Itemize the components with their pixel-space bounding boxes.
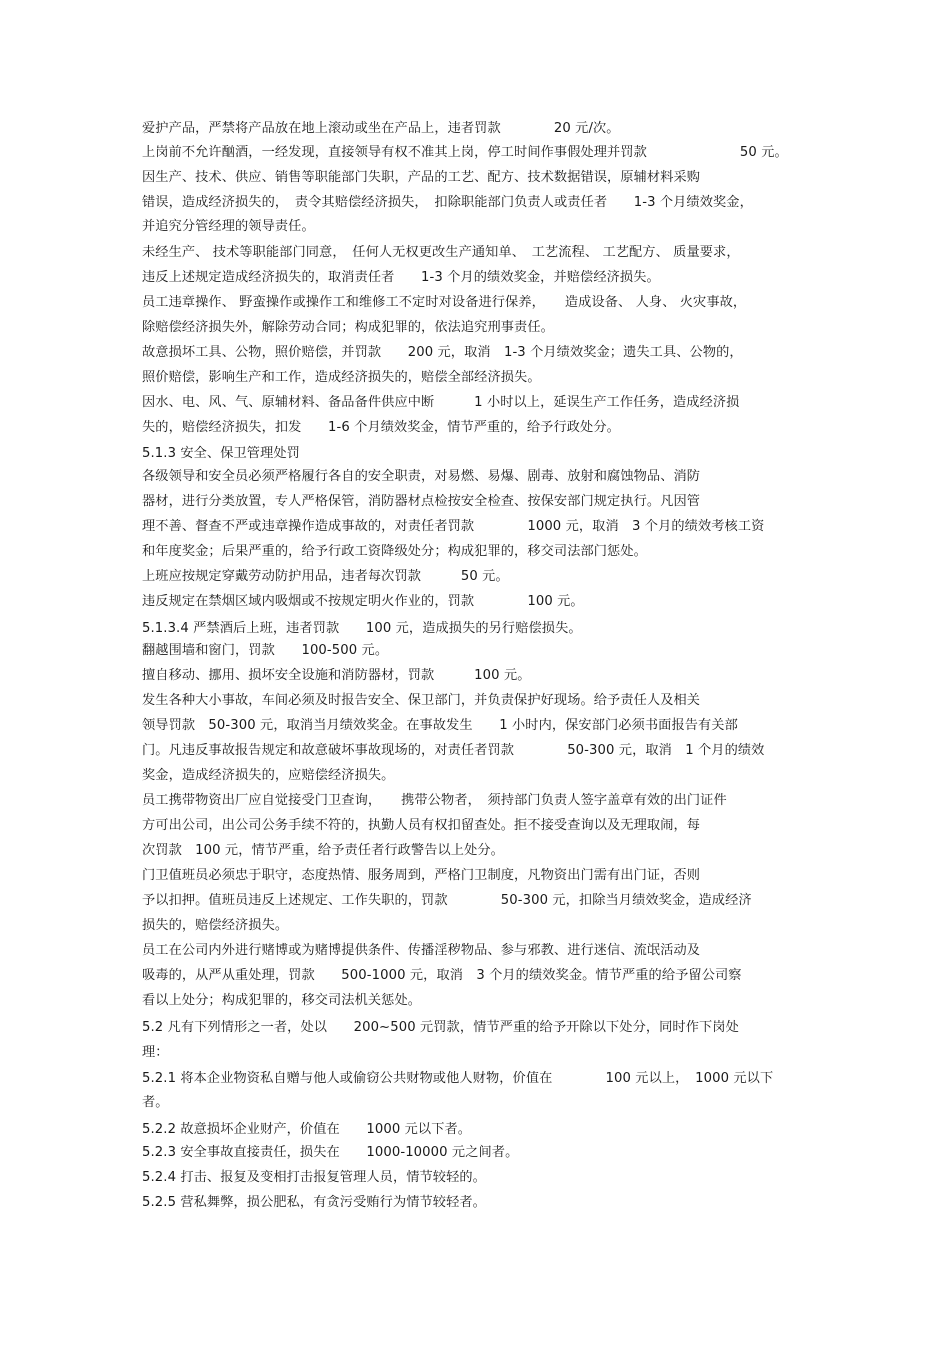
text-line: 故意损坏工具、公物，照价赔偿，并罚款 200 元，取消 1-3 个月绩效奖金；遗失工具、公物的， (142, 345, 743, 360)
text-line: 理： (142, 1045, 169, 1060)
text-line: 并追究分管经理的领导责任。 (142, 219, 315, 234)
text-line: 发生各种大小事故，车间必须及时报告安全、保卫部门，并负责保护好现场。给予责任人及相关 (142, 693, 701, 708)
text-line: 损失的，赔偿经济损失。 (142, 918, 289, 933)
text-line: 予以扣押。值班员违反上述规定、工作失职的，罚款 50-300 元，扣除当月绩效奖金，造成经济 (142, 893, 752, 908)
text-line: 器材，进行分类放置，专人严格保管，消防器材点检按安全检查、按保安部门规定执行。凡因管 (142, 494, 701, 509)
text-line: 5.2.1 将本企业物资私自赠与他人或偷窃公共财物或他人财物，价值在 100 元以上， 1000 元以下 (142, 1071, 774, 1086)
text-line: 各级领导和安全员必须严格履行各自的安全职责，对易燃、易爆、剧毒、放射和腐蚀物品、消防 (142, 469, 701, 484)
text-line: 5.2.3 安全事故直接责任，损失在 1000-10000 元之间者。 (142, 1145, 519, 1160)
text-line: 5.2.4 打击、报复及变相打击报复管理人员，情节较轻的。 (142, 1170, 486, 1185)
text-line: 奖金，造成经济损失的，应赔偿经济损失。 (142, 768, 395, 783)
text-line: 者。 (142, 1095, 169, 1110)
text-line: 失的，赔偿经济损失，扣发 1-6 个月绩效奖金，情节严重的，给予行政处分。 (142, 420, 620, 435)
text-line: 次罚款 100 元，情节严重，给予责任者行政警告以上处分。 (142, 843, 504, 858)
text-line: 违反上述规定造成经济损失的，取消责任者 1-3 个月的绩效奖金，并赔偿经济损失。 (142, 270, 660, 285)
text-line: 5.1.3.4 严禁酒后上班，违者罚款 100 元，造成损失的另行赔偿损失。 (142, 621, 582, 636)
text-line: 爱护产品，严禁将产品放在地上滚动或坐在产品上，违者罚款 20 元/次。 (142, 121, 620, 136)
text-line: 吸毒的，从严从重处理，罚款 500-1000 元，取消 3 个月的绩效奖金。情节严重的给予留公司察 (142, 968, 742, 983)
text-line: 看以上处分；构成犯罪的，移交司法机关惩处。 (142, 993, 422, 1008)
text-line: 上岗前不允许酗酒，一经发现，直接领导有权不准其上岗，停工时间作事假处理并罚款 50 元。 (142, 145, 788, 160)
text-line: 和年度奖金；后果严重的，给予行政工资降级处分；构成犯罪的，移交司法部门惩处。 (142, 544, 647, 559)
text-line: 领导罚款 50-300 元，取消当月绩效奖金。在事故发生 1 小时内，保安部门必须书面报告有关部 (142, 718, 738, 733)
text-line: 理不善、督查不严或违章操作造成事故的，对责任者罚款 1000 元，取消 3 个月的绩效考核工资 (142, 519, 765, 534)
text-line: 照价赔偿，影响生产和工作，造成经济损失的，赔偿全部经济损失。 (142, 370, 541, 385)
text-line: 员工违章操作、 野蛮操作或操作工和维修工不定时对设备进行保养， 造成设备、 人身、 火灾事故， (142, 295, 747, 310)
text-line: 5.2.2 故意损坏企业财产，价值在 1000 元以下者。 (142, 1122, 472, 1137)
text-line: 上班应按规定穿戴劳动防护用品，违者每次罚款 50 元。 (142, 569, 509, 584)
text-line: 门。凡违反事故报告规定和故意破坏事故现场的，对责任者罚款 50-300 元，取消 1 个月的绩效 (142, 743, 765, 758)
text-line: 擅自移动、挪用、损坏安全设施和消防器材，罚款 100 元。 (142, 668, 531, 683)
text-line: 员工在公司内外进行赌博或为赌博提供条件、传播淫秽物品、参与邪教、进行迷信、流氓活动及 (142, 943, 701, 958)
text-line: 因水、电、风、气、原辅材料、备品备件供应中断 1 小时以上，延误生产工作任务，造成经济损 (142, 395, 740, 410)
text-line: 未经生产、 技术等职能部门同意， 任何人无权更改生产通知单、 工艺流程、 工艺配方、 质量要求， (142, 245, 740, 260)
text-line: 违反规定在禁烟区域内吸烟或不按规定明火作业的，罚款 100 元。 (142, 594, 584, 609)
section-heading: 5.2 凡有下列情形之一者，处以 200~500 元罚款，情节严重的给予开除以下处分，同时作下岗处 (142, 1020, 739, 1035)
text-line: 5.2.5 营私舞弊，损公肥私，有贪污受贿行为情节较轻者。 (142, 1195, 486, 1210)
section-heading: 5.1.3 安全、保卫管理处罚 (142, 446, 300, 461)
text-line: 翻越围墙和窗门，罚款 100-500 元。 (142, 643, 389, 658)
text-line: 方可出公司，出公司公务手续不符的，执勤人员有权扣留查处。拒不接受查询以及无理取闹，每 (142, 818, 701, 833)
text-line: 因生产、技术、供应、销售等职能部门失职，产品的工艺、配方、技术数据错误，原辅材料采购 (142, 170, 701, 185)
text-line: 门卫值班员必须忠于职守，态度热情、服务周到，严格门卫制度，凡物资出门需有出门证，否则 (142, 868, 701, 883)
text-line: 除赔偿经济损失外，解除劳动合同；构成犯罪的，依法追究刑事责任。 (142, 320, 554, 335)
text-line: 员工携带物资出厂应自觉接受门卫查询， 携带公物者， 须持部门负责人签字盖章有效的出门证件 (142, 793, 727, 808)
text-line: 错误，造成经济损失的， 责令其赔偿经济损失， 扣除职能部门负责人或责任者 1-3 个月绩效奖金， (142, 195, 753, 210)
